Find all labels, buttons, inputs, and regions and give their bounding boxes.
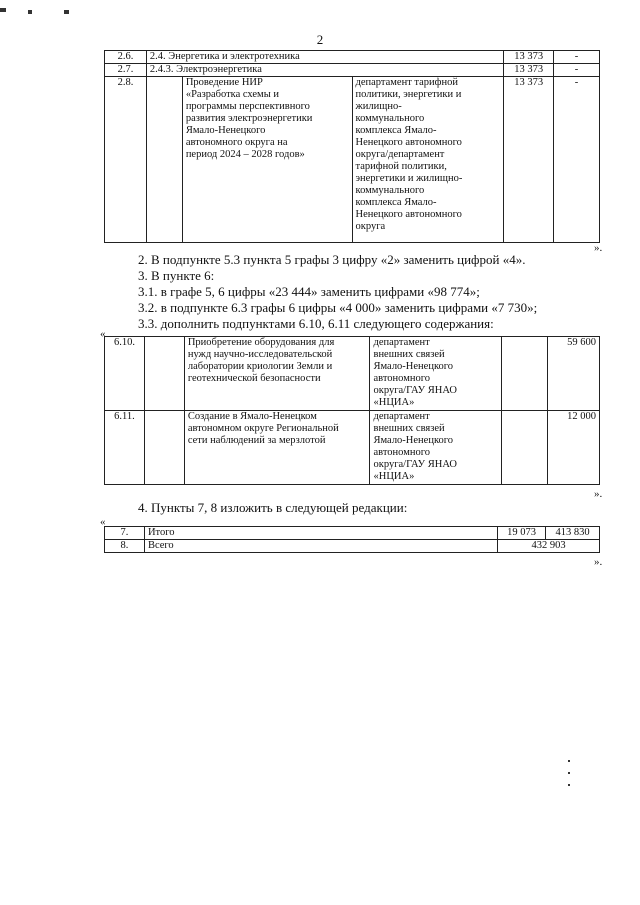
scan-mark: [28, 10, 32, 14]
empty-cell: [146, 77, 182, 243]
table-row: [105, 411, 600, 485]
scan-mark: [568, 772, 570, 774]
empty-cell: [502, 411, 548, 485]
row-label: Всего: [144, 540, 497, 553]
row-value: 12 000: [548, 411, 600, 485]
row-title: 2.4.3. Электроэнергетика: [146, 64, 503, 77]
closing-quote: ».: [594, 556, 603, 568]
table-additions: [104, 336, 600, 485]
scan-mark: [64, 10, 69, 14]
paragraph-3: 3. В пункте 6:: [138, 268, 215, 283]
scan-mark: [568, 760, 570, 762]
row-number: 6.10.: [105, 337, 145, 411]
opening-quote: «: [100, 328, 106, 340]
empty-cell: [144, 411, 184, 485]
table-row: [105, 64, 600, 77]
row-description: Приобретение оборудования для нужд научно-исследовательской лаборатории криологии Земли и геотехнической безопасности: [184, 337, 370, 411]
row-number: 6.11.: [105, 411, 145, 485]
row-value: 13 373: [504, 51, 554, 64]
page-number: 2: [316, 32, 324, 47]
empty-cell: [144, 337, 184, 411]
scan-mark: [0, 8, 6, 12]
row-department: департамент внешних связей Ямало-Ненецкого автономного округа/ГАУ ЯНАО «НЦИА»: [370, 411, 502, 485]
row-title: 2.4. Энергетика и электротехника: [146, 51, 503, 64]
table-row: [105, 527, 600, 540]
table-row: [105, 540, 600, 553]
paragraph-3-3: 3.3. дополнить подпунктами 6.10, 6.11 следующего содержания:: [138, 316, 494, 331]
row-value: 13 373: [504, 64, 554, 77]
row-dash: -: [554, 64, 600, 77]
row-number: 2.8.: [105, 77, 147, 243]
row-label: Итого: [144, 527, 497, 540]
closing-quote: ».: [594, 242, 603, 254]
row-value: 413 830: [546, 527, 600, 540]
row-department: департамент тарифной политики, энергетики и жилищно- коммунального комплекса Ямало- Ненецкого автономного округа/департамент тарифной политики, энергетики и жилищно- коммунального комплекса Ямало- Ненецкого автономного округа: [352, 77, 504, 243]
row-number: 8.: [105, 540, 145, 553]
row-number: 2.7.: [105, 64, 147, 77]
paragraph-3-2: 3.2. в подпункте 6.3 графы 6 цифры «4 000» заменить цифрами «7 730»;: [138, 300, 538, 315]
paragraph-3-1: 3.1. в графе 5, 6 цифры «23 444» заменить цифрами «98 774»;: [138, 284, 480, 299]
row-dash: -: [554, 77, 600, 243]
row-number: 7.: [105, 527, 145, 540]
closing-quote: ».: [594, 488, 603, 500]
row-value: 19 073: [498, 527, 546, 540]
table-row: [105, 51, 600, 64]
opening-quote: «: [100, 516, 106, 528]
row-dash: -: [554, 51, 600, 64]
empty-cell: [502, 337, 548, 411]
row-value: 59 600: [548, 337, 600, 411]
row-description: Проведение НИР «Разработка схемы и программы перспективного развития электроэнергетики Ямало-Ненецкого автономного округа на период 2024 – 2028 годов»: [182, 77, 352, 243]
table-row: [105, 337, 600, 411]
row-description: Создание в Ямало-Ненецком автономном округе Региональной сети наблюдений за мерзлотой: [184, 411, 370, 485]
table-totals: [104, 526, 600, 553]
scan-mark: [568, 784, 570, 786]
row-value: 13 373: [504, 77, 554, 243]
table-row: [105, 77, 600, 243]
paragraph-2: 2. В подпункте 5.3 пункта 5 графы 3 цифру «2» заменить цифрой «4».: [138, 252, 526, 267]
paragraph-4: 4. Пункты 7, 8 изложить в следующей редакции:: [138, 500, 408, 515]
row-total: 432 903: [498, 540, 600, 553]
table-energy: [104, 50, 600, 243]
row-department: департамент внешних связей Ямало-Ненецкого автономного округа/ГАУ ЯНАО «НЦИА»: [370, 337, 502, 411]
row-number: 2.6.: [105, 51, 147, 64]
